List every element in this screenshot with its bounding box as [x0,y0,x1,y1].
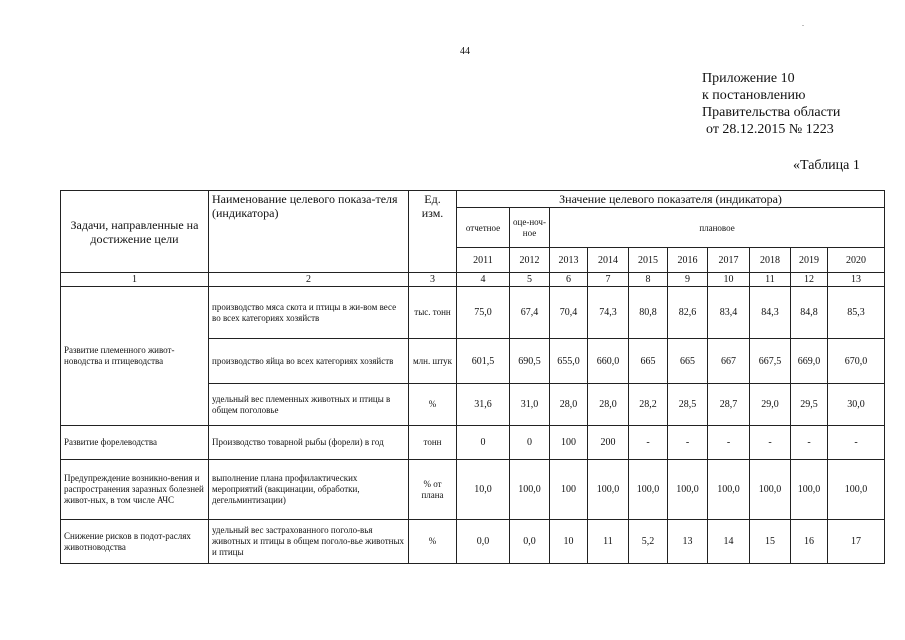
value-cell: 29,5 [791,384,828,426]
value-cell: 28,2 [629,384,668,426]
value-cell: 13 [668,520,708,564]
column-number: 11 [750,273,791,287]
year-header: 2020 [828,248,885,273]
value-cell: 100,0 [629,460,668,520]
header-reported: отчетное [457,208,510,248]
column-number: 3 [409,273,457,287]
year-header: 2016 [668,248,708,273]
value-cell: 28,0 [588,384,629,426]
page-number: 44 [460,46,470,57]
column-numbers-row [61,273,885,287]
year-header: 2017 [708,248,750,273]
value-cell: 0 [510,426,550,460]
value-cell: 29,0 [750,384,791,426]
table-caption: «Таблица 1 [793,158,860,173]
value-cell: 70,4 [550,287,588,339]
header-tasks: Задачи, направленные на достижение цели [61,191,209,273]
value-cell: 10 [550,520,588,564]
header-row-1 [61,191,885,208]
header-unit: Ед. изм. [409,191,457,273]
value-cell: 5,2 [629,520,668,564]
value-cell: 14 [708,520,750,564]
value-cell: 31,0 [510,384,550,426]
value-cell: 15 [750,520,791,564]
value-cell: 74,3 [588,287,629,339]
value-cell: 30,0 [828,384,885,426]
value-cell: 100 [550,426,588,460]
value-cell: 84,8 [791,287,828,339]
header-planned: плановое [550,208,885,248]
value-cell: 100,0 [828,460,885,520]
value-cell: 84,3 [750,287,791,339]
table-row [61,520,885,564]
value-cell: 0,0 [510,520,550,564]
column-number: 8 [629,273,668,287]
value-cell: 28,7 [708,384,750,426]
value-cell: 100,0 [510,460,550,520]
value-cell: 83,4 [708,287,750,339]
value-cell: 660,0 [588,339,629,384]
value-cell: 100 [550,460,588,520]
appendix-line-4: от 28.12.2015 № 1223 [706,122,834,137]
column-number: 2 [209,273,409,287]
value-cell: 17 [828,520,885,564]
value-cell: 655,0 [550,339,588,384]
column-number: 13 [828,273,885,287]
unit-cell: тонн [409,426,457,460]
value-cell: - [668,426,708,460]
value-cell: 601,5 [457,339,510,384]
value-cell: - [791,426,828,460]
column-number: 1 [61,273,209,287]
column-number: 7 [588,273,629,287]
value-cell: 28,5 [668,384,708,426]
column-number: 9 [668,273,708,287]
value-cell: - [828,426,885,460]
value-cell: 200 [588,426,629,460]
value-cell: 100,0 [668,460,708,520]
value-cell: 667,5 [750,339,791,384]
header-indicator: Наименование целевого показа-теля (индикатора) [209,191,409,273]
value-cell: 670,0 [828,339,885,384]
table-row [61,426,885,460]
appendix-block [702,70,840,138]
value-cell: 11 [588,520,629,564]
year-header: 2019 [791,248,828,273]
column-number: 6 [550,273,588,287]
column-number: 10 [708,273,750,287]
column-number: 4 [457,273,510,287]
value-cell: - [708,426,750,460]
year-header: 2015 [629,248,668,273]
indicator-cell: удельный вес застрахованного поголо-вья животных и птицы в общем поголо-вье животных и птицы [209,520,409,564]
value-cell: 665 [668,339,708,384]
table-row [61,460,885,520]
task-cell: Предупреждение возникно-вения и распространения заразных болезней живот-ных, в том числе АЧС [61,460,209,520]
year-header: 2011 [457,248,510,273]
value-cell: 100,0 [708,460,750,520]
value-cell: 690,5 [510,339,550,384]
value-cell: 665 [629,339,668,384]
value-cell: 667 [708,339,750,384]
appendix-line-2: к постановлению [702,88,806,103]
column-number: 5 [510,273,550,287]
value-cell: 31,6 [457,384,510,426]
value-cell: - [629,426,668,460]
indicators-table [60,190,885,564]
value-cell: 10,0 [457,460,510,520]
year-header: 2018 [750,248,791,273]
unit-cell: тыс. тонн [409,287,457,339]
value-cell: 82,6 [668,287,708,339]
indicator-cell: выполнение плана профилактических мероприятий (вакцинации, обработки, дегельминтизации) [209,460,409,520]
value-cell: 100,0 [588,460,629,520]
value-cell: 67,4 [510,287,550,339]
indicator-cell: производство мяса скота и птицы в жи-вом весе во всех категориях хозяйств [209,287,409,339]
year-header: 2013 [550,248,588,273]
value-cell: 16 [791,520,828,564]
header-values: Значение целевого показателя (индикатора) [457,191,885,208]
task-cell: Развитие племенного живот-новодства и птицеводства [61,287,209,426]
unit-cell: млн. штук [409,339,457,384]
value-cell: - [750,426,791,460]
unit-cell: % [409,520,457,564]
year-header: 2014 [588,248,629,273]
value-cell: 28,0 [550,384,588,426]
year-header: 2012 [510,248,550,273]
value-cell: 100,0 [791,460,828,520]
value-cell: 0,0 [457,520,510,564]
value-cell: 75,0 [457,287,510,339]
value-cell: 669,0 [791,339,828,384]
value-cell: 0 [457,426,510,460]
appendix-line-3: Правительства области [702,105,841,120]
indicator-cell: Производство товарной рыбы (форели) в год [209,426,409,460]
table-row [61,287,885,339]
value-cell: 85,3 [828,287,885,339]
top-mark: . [802,19,804,28]
value-cell: 100,0 [750,460,791,520]
task-cell: Развитие форелеводства [61,426,209,460]
indicator-cell: производство яйца во всех категориях хозяйств [209,339,409,384]
indicator-cell: удельный вес племенных животных и птицы в общем поголовье [209,384,409,426]
column-number: 12 [791,273,828,287]
unit-cell: % [409,384,457,426]
appendix-line-1: Приложение 10 [702,71,795,86]
unit-cell: % от плана [409,460,457,520]
task-cell: Снижение рисков в подот-раслях животноводства [61,520,209,564]
header-estimated: оце-ноч-ное [510,208,550,248]
value-cell: 80,8 [629,287,668,339]
